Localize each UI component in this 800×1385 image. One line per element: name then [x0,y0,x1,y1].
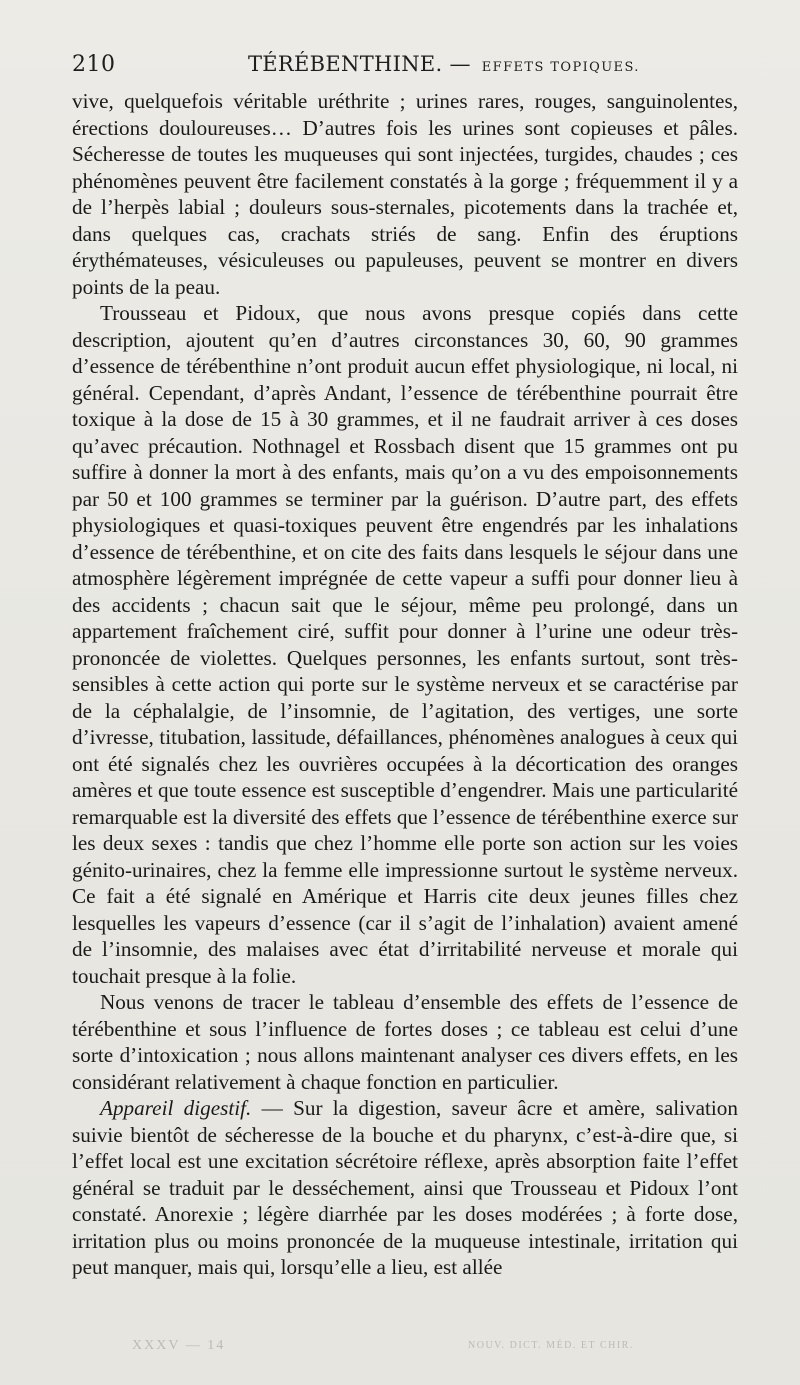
running-header [72,52,740,82]
header-dash: — [449,52,471,76]
footer-signature: XXXV — 14 [132,1338,226,1353]
paragraph: Trousseau et Pidoux, que nous avons presque copiés dans cette description, ajoutent qu’en d’autres circonstances 30, 60, 90 grammes d’essence de térébenthine n’ont produit aucun effet physiologique, ni local, ni général. Cependant, d’après Andant, l’essence de térébenthine pourrait être toxique à la dose de 15 à 30 grammes, et il ne faudrait arriver à ces doses qu’avec précaution. Nothnagel et Rossbach disent que 15 grammes ont pu suffire à donner la mort à des enfants, mais qu’on a vu des empoisonnements par 50 et 100 grammes se terminer par la guérison. D’autre part, des effets physiologiques et quasi-toxiques peuvent être engendrés par les inhalations d’essence de térébenthine, et on cite des faits dans lesquels le séjour dans une atmosphère légèrement imprégnée de cette vapeur a suffi pour donner lieu à des accidents ; chacun sait que le séjour, même peu prolongé, dans un appartement fraîchement ciré, suffit pour donner à l’urine une odeur très-prononcée de violettes. Quelques personnes, les enfants surtout, sont très-sensibles à cette action qui porte sur le système nerveux et se caractérise par de la céphalalgie, de l’insomnie, de l’agitation, des vertiges, une sorte d’ivresse, titubation, lassitude, défaillances, phénomènes analogues à ceux qui ont été signalés chez les ouvrières occupées à la décortication des oranges amères et que toute essence est susceptible d’engendrer. Mais une particularité remarquable est la diversité des effets que l’essence de térébenthine exerce sur les deux sexes : tandis que chez l’homme elle porte son action sur les voies génito-urinaires, chez la femme elle impressionne surtout le système nerveux. Ce fait a été signalé en Amérique et Harris cite deux jeunes filles chez lesquelles les vapeurs d’essence (car il s’agit de l’inhalation) avaient amené de l’insomnie, des malaises avec état d’irritabilité nerveuse et morale qui touchait presque à la folie. [72,301,738,988]
paragraph-continued: vive, quelquefois véritable uréthrite ; urines rares, rouges, sanguinolentes, érections douloureuses… D’autres fois les urines sont copieuses et pâles. Sécheresse de toutes les muqueuses qui sont injectées, turgides, chaudes ; ces phénomènes peuvent être facilement constatés à la gorge ; fréquemment il y a de l’herpès labial ; douleurs sous-sternales, picotements dans la trachée et, dans quelques cas, crachats striés de sang. Enfin des éruptions érythémateuses, vésiculeuses ou papuleuses, peuvent se montrer en divers points de la peau. [72,89,738,299]
footer-imprint: NOUV. DICT. MÉD. ET CHIR. [468,1340,634,1351]
paragraph-digestive-system [72,1095,738,1281]
section-lead-italic: Appareil digestif. [100,1096,252,1120]
header-title: TÉRÉBENTHINE. [248,52,443,76]
body-text [72,88,738,1281]
running-title [248,52,640,76]
paragraph: Nous venons de tracer le tableau d’ensemble des effets de l’essence de térébenthine et sous l’influence de fortes doses ; ce tableau est celui d’une sorte d’intoxication ; nous allons maintenant analyser ces divers effets, en les considérant relativement à chaque fonction en particulier. [72,990,738,1094]
header-subtitle: EFFETS TOPIQUES. [481,60,640,75]
section-text: — Sur la digestion, saveur âcre et amère, salivation suivie bientôt de sécheresse de la bouche et du pharynx, c’est-à-dire que, si l’effet local est une excitation sécrétoire réflexe, après absorption faite l’effet général se traduit par le desséchement, ainsi que Trousseau et Pidoux l’ont constaté. Anorexie ; légère diarrhée par les doses modérées ; à forte dose, irritation plus ou moins prononcée de la muqueuse intestinale, irritation qui peut manquer, mais qui, lorsqu’elle a lieu, est allée [72,1096,738,1279]
page-number: 210 [72,52,116,77]
